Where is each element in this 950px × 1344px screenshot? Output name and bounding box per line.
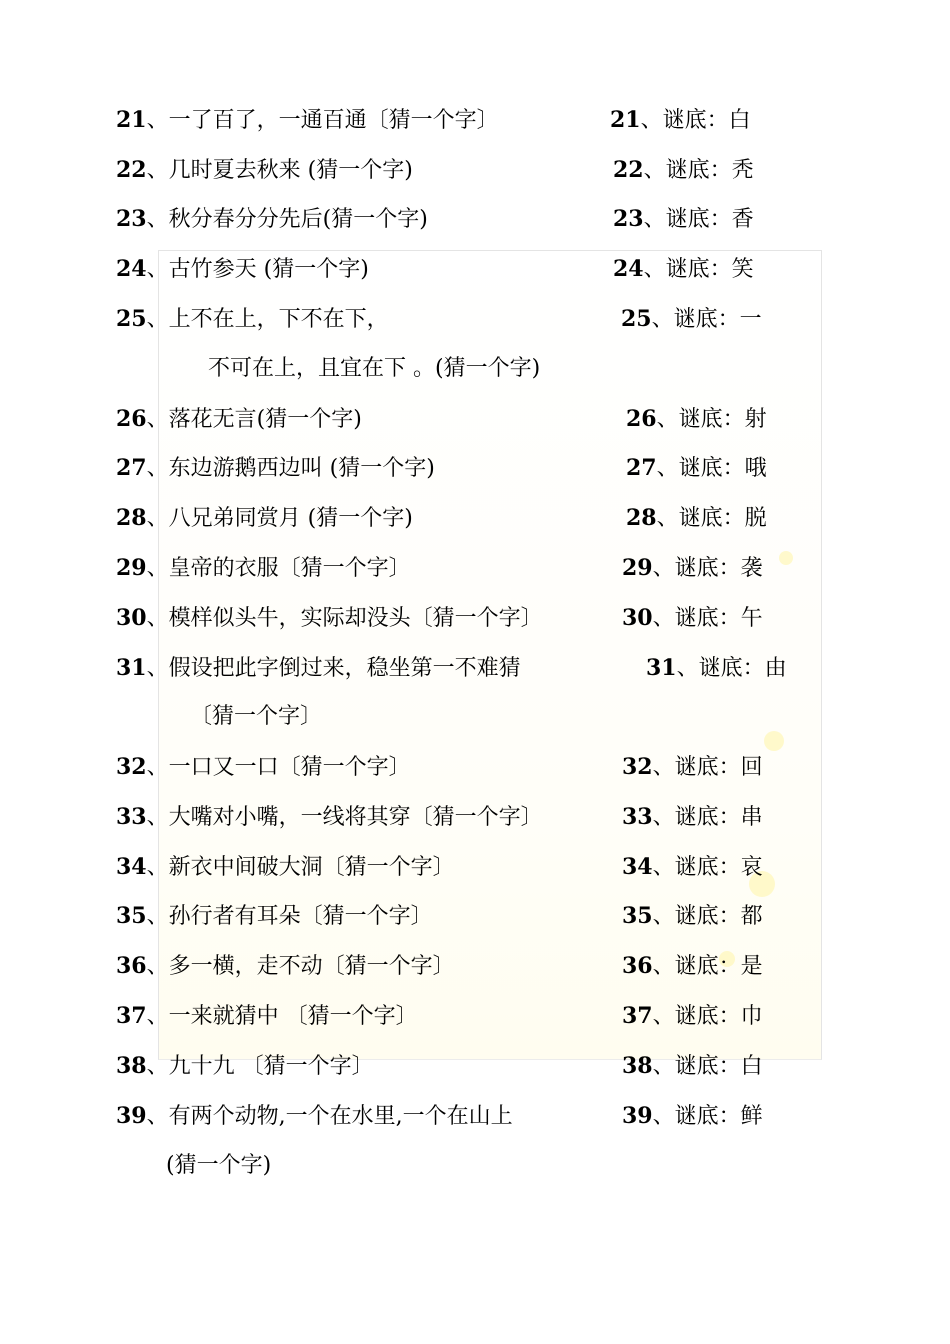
riddle-row (0, 553, 950, 583)
answer-character: 脱 (744, 506, 767, 531)
riddle-question (116, 503, 413, 534)
riddle-question (116, 752, 411, 783)
answer-character: 哦 (744, 456, 767, 481)
answer-number: 23 (613, 206, 644, 232)
answer-character: 午 (740, 606, 763, 631)
riddle-answer (622, 1051, 763, 1082)
riddle-answer (626, 404, 767, 435)
riddle-number: 23 (116, 206, 147, 232)
answer-separator: 、 (640, 108, 663, 133)
answer-label: 谜底： (678, 456, 745, 481)
riddle-row (0, 951, 950, 981)
answer-separator: 、 (652, 755, 675, 780)
riddle-answer (626, 503, 767, 534)
riddle-separator: 、 (146, 257, 169, 282)
riddle-text: 孙行者有耳朵〔猜一个字〕 (168, 904, 433, 929)
riddle-row (0, 155, 950, 185)
riddle-number: 31 (116, 655, 147, 681)
riddle-text: 古竹参天 (猜一个字) (168, 257, 369, 282)
riddle-question (116, 852, 455, 883)
riddle-answer (613, 204, 754, 235)
riddle-question (116, 603, 543, 634)
riddle-number: 24 (116, 256, 147, 282)
riddle-text: 新衣中间破大洞〔猜一个字〕 (168, 855, 455, 880)
answer-separator: 、 (643, 257, 666, 282)
answer-separator: 、 (652, 805, 675, 830)
riddle-answer (622, 1101, 763, 1132)
riddle-question (116, 802, 543, 833)
answer-label: 谜底： (674, 556, 741, 581)
riddle-separator: 、 (146, 1054, 169, 1079)
riddle-continuation-row (0, 702, 950, 732)
answer-label: 谜底： (674, 606, 741, 631)
riddle-number: 22 (116, 157, 147, 183)
answer-character: 是 (740, 954, 763, 979)
riddle-question (116, 304, 389, 335)
riddle-text: 一来就猜中 〔猜一个字〕 (168, 1004, 418, 1029)
riddle-text: 假设把此字倒过来，稳坐第一不难猜 (168, 656, 521, 681)
answer-number: 35 (622, 903, 653, 929)
riddle-text: 多一横，走不动〔猜一个字〕 (168, 954, 455, 979)
answer-number: 32 (622, 754, 653, 780)
riddle-separator: 、 (146, 954, 169, 979)
riddle-text: 大嘴对小嘴，一线将其穿〔猜一个字〕 (168, 805, 543, 830)
riddle-question (116, 1001, 418, 1032)
riddle-row (0, 603, 950, 633)
riddle-row (0, 852, 950, 882)
riddle-number: 28 (116, 505, 147, 531)
answer-label: 谜底： (674, 1004, 741, 1029)
riddle-row (0, 453, 950, 483)
riddle-number: 32 (116, 754, 147, 780)
answer-number: 38 (622, 1053, 653, 1079)
riddle-answer (613, 254, 754, 285)
riddle-question (116, 951, 455, 982)
riddle-question (116, 653, 521, 684)
riddle-answer (622, 553, 763, 584)
riddle-question (116, 105, 499, 136)
riddle-row (0, 901, 950, 931)
riddle-continuation-row (0, 354, 950, 384)
answer-number: 27 (626, 455, 657, 481)
riddle-number: 29 (116, 555, 147, 581)
riddle-answer (622, 603, 763, 634)
riddle-separator: 、 (146, 407, 169, 432)
riddle-separator: 、 (146, 158, 169, 183)
riddle-question (116, 204, 428, 235)
answer-character: 秃 (731, 158, 754, 183)
riddle-separator: 、 (146, 207, 169, 232)
answer-number: 28 (626, 505, 657, 531)
riddle-question (116, 553, 411, 584)
answer-number: 25 (621, 306, 652, 332)
answer-label: 谜底： (674, 755, 741, 780)
answer-character: 袭 (740, 556, 763, 581)
riddle-question (116, 404, 362, 435)
sparkle-decoration (764, 731, 784, 751)
answer-character: 串 (740, 805, 763, 830)
riddle-text: 皇帝的衣服〔猜一个字〕 (168, 556, 411, 581)
riddle-row (0, 304, 950, 334)
riddle-number: 35 (116, 903, 147, 929)
answer-label: 谜底： (674, 855, 741, 880)
riddle-answer (621, 304, 762, 335)
answer-separator: 、 (652, 1054, 675, 1079)
answer-separator: 、 (643, 207, 666, 232)
answer-number: 24 (613, 256, 644, 282)
riddle-text: 八兄弟同赏月 (猜一个字) (168, 506, 413, 531)
riddle-number: 36 (116, 953, 147, 979)
riddle-text: 落花无言(猜一个字) (168, 407, 362, 432)
answer-label: 谜底： (674, 954, 741, 979)
answer-label: 谜底： (678, 407, 745, 432)
riddle-answer (613, 155, 754, 186)
riddle-number: 27 (116, 455, 147, 481)
riddle-answer (622, 752, 763, 783)
riddle-question (116, 453, 435, 484)
riddle-row (0, 204, 950, 234)
riddle-row (0, 254, 950, 284)
riddle-separator: 、 (146, 755, 169, 780)
answer-label: 谜底： (662, 108, 729, 133)
answer-number: 22 (613, 157, 644, 183)
answer-character: 巾 (740, 1004, 763, 1029)
answer-character: 白 (740, 1054, 763, 1079)
riddle-row (0, 1051, 950, 1081)
riddle-number: 25 (116, 306, 147, 332)
answer-number: 30 (622, 605, 653, 631)
riddle-number: 33 (116, 804, 147, 830)
riddle-continuation-row (0, 1151, 950, 1181)
riddle-separator: 、 (146, 606, 169, 631)
answer-separator: 、 (656, 506, 679, 531)
answer-number: 36 (622, 953, 653, 979)
riddle-separator: 、 (146, 506, 169, 531)
riddle-separator: 、 (146, 456, 169, 481)
answer-separator: 、 (651, 307, 674, 332)
riddle-question (116, 254, 369, 285)
riddle-row (0, 653, 950, 683)
answer-character: 一 (739, 307, 762, 332)
answer-character: 笑 (731, 257, 754, 282)
riddle-number: 30 (116, 605, 147, 631)
riddle-question (116, 1101, 513, 1132)
answer-separator: 、 (652, 556, 675, 581)
answer-label: 谜底： (674, 1104, 741, 1129)
riddle-separator: 、 (146, 904, 169, 929)
riddle-row (0, 802, 950, 832)
riddle-separator: 、 (146, 805, 169, 830)
riddle-answer (622, 852, 763, 883)
answer-character: 回 (740, 755, 763, 780)
riddle-separator: 、 (146, 1104, 169, 1129)
riddle-separator: 、 (146, 307, 169, 332)
answer-number: 37 (622, 1003, 653, 1029)
answer-separator: 、 (652, 954, 675, 979)
riddle-number: 37 (116, 1003, 147, 1029)
answer-separator: 、 (652, 904, 675, 929)
answer-label: 谜底： (674, 1054, 741, 1079)
riddle-text: 秋分春分分先后(猜一个字) (168, 207, 428, 232)
riddle-separator: 、 (146, 1004, 169, 1029)
riddle-answer (622, 951, 763, 982)
answer-number: 34 (622, 854, 653, 880)
riddle-text: 一了百了，一通百通〔猜一个字〕 (168, 108, 499, 133)
answer-separator: 、 (643, 158, 666, 183)
answer-character: 香 (731, 207, 754, 232)
riddle-separator: 、 (146, 656, 169, 681)
riddle-continuation-text: (猜一个字) (166, 1153, 272, 1178)
riddle-text: 有两个动物,一个在水里,一个在山上 (168, 1104, 513, 1129)
answer-separator: 、 (652, 1104, 675, 1129)
answer-character: 哀 (740, 855, 763, 880)
answer-separator: 、 (676, 656, 699, 681)
riddle-answer (646, 653, 787, 684)
riddle-question (116, 1051, 374, 1082)
riddle-row (0, 404, 950, 434)
riddle-question (116, 155, 413, 186)
answer-number: 26 (626, 406, 657, 432)
answer-separator: 、 (656, 456, 679, 481)
riddle-text: 几时夏去秋来 (猜一个字) (168, 158, 413, 183)
riddle-number: 34 (116, 854, 147, 880)
riddle-separator: 、 (146, 556, 169, 581)
riddle-answer (622, 1001, 763, 1032)
answer-label: 谜底： (665, 158, 732, 183)
riddle-row (0, 105, 950, 135)
answer-label: 谜底： (674, 805, 741, 830)
riddle-answer (626, 453, 767, 484)
answer-label: 谜底： (673, 307, 740, 332)
riddle-continuation-text: 〔猜一个字〕 (190, 704, 323, 729)
answer-separator: 、 (652, 1004, 675, 1029)
riddle-question (116, 901, 433, 932)
answer-character: 由 (764, 656, 787, 681)
riddle-number: 26 (116, 406, 147, 432)
riddle-answer (622, 802, 763, 833)
answer-label: 谜底： (665, 257, 732, 282)
riddle-continuation-text: 不可在上，且宜在下 。(猜一个字) (208, 356, 541, 381)
answer-label: 谜底： (674, 904, 741, 929)
answer-separator: 、 (652, 606, 675, 631)
answer-number: 31 (646, 655, 677, 681)
riddle-separator: 、 (146, 855, 169, 880)
answer-separator: 、 (656, 407, 679, 432)
riddle-text: 模样似头牛，实际却没头〔猜一个字〕 (168, 606, 543, 631)
riddle-number: 21 (116, 107, 147, 133)
answer-character: 白 (728, 108, 751, 133)
answer-label: 谜底： (698, 656, 765, 681)
answer-label: 谜底： (665, 207, 732, 232)
riddle-row (0, 1101, 950, 1131)
riddle-number: 38 (116, 1053, 147, 1079)
riddle-row (0, 752, 950, 782)
riddle-number: 39 (116, 1103, 147, 1129)
riddle-text: 上不在上，下不在下， (168, 307, 389, 332)
riddle-row (0, 503, 950, 533)
riddle-answer (610, 105, 751, 136)
riddle-text: 九十九 〔猜一个字〕 (168, 1054, 374, 1079)
riddle-text: 一口又一口〔猜一个字〕 (168, 755, 411, 780)
answer-number: 39 (622, 1103, 653, 1129)
riddle-answer (622, 901, 763, 932)
riddle-text: 东边游鹅西边叫 (猜一个字) (168, 456, 435, 481)
answer-character: 鲜 (740, 1104, 763, 1129)
answer-label: 谜底： (678, 506, 745, 531)
riddle-separator: 、 (146, 108, 169, 133)
answer-separator: 、 (652, 855, 675, 880)
answer-character: 射 (744, 407, 767, 432)
answer-number: 21 (610, 107, 641, 133)
answer-number: 29 (622, 555, 653, 581)
answer-character: 都 (740, 904, 763, 929)
riddle-row (0, 1001, 950, 1031)
answer-number: 33 (622, 804, 653, 830)
